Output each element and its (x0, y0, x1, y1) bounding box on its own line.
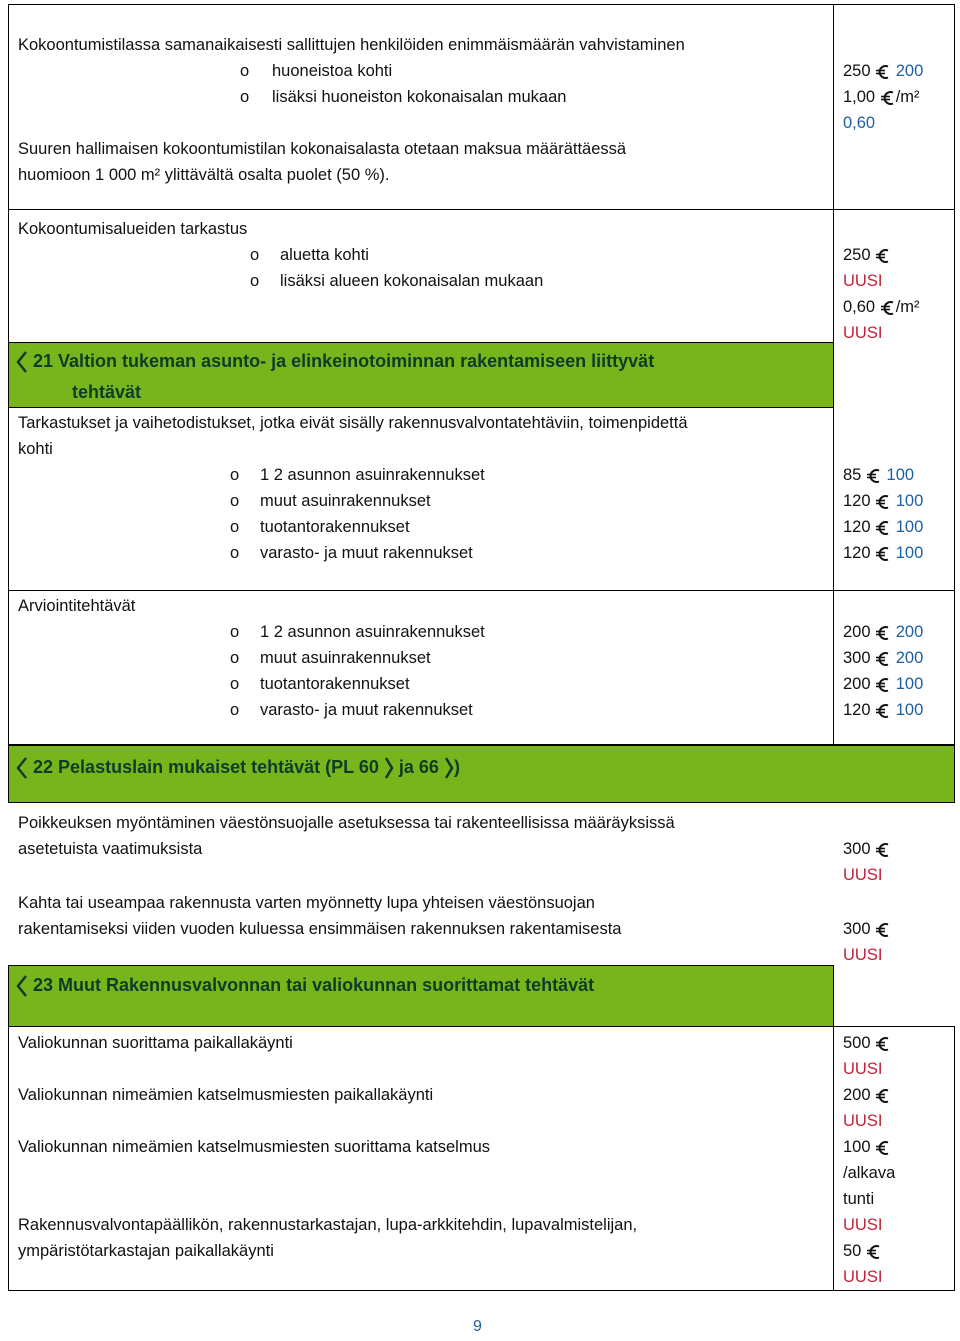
s6-r3-tag: UUSI (843, 1216, 883, 1234)
s6-r3-unit-1: /alkava (843, 1164, 896, 1182)
s5-r2-tag: UUSI (843, 946, 883, 964)
s4-title: Arviointitehtävät (18, 597, 136, 615)
heading-21-text: 21 Valtion tukeman asunto- ja elinkeinotoiminnan rakentamiseen liittyvät (33, 351, 655, 371)
row-price (843, 540, 923, 566)
arrow-marker-icon (16, 977, 28, 995)
euro-icon (875, 1035, 891, 1053)
price-old: 120 (843, 492, 871, 510)
price-old: 120 (843, 544, 871, 562)
s6-r4-line-1: Rakennusvalvontapäällikön, rakennustarkastajan, lupa-arkkitehdin, lupavalmistelijan, (18, 1216, 638, 1234)
heading-23-text: 23 Muut Rakennusvalvonnan tai valiokunnan suorittamat tehtävät (33, 975, 595, 995)
euro-icon (880, 89, 896, 107)
price-new: 100 (895, 544, 924, 562)
s6-r3: Valiokunnan nimeämien katselmusmiesten suorittama katselmus (18, 1138, 490, 1156)
s5-r1-line-1: Poikkeuksen myöntäminen väestönsuojalle asetuksessa tai rakenteellisissa määräyksissä (18, 814, 675, 832)
s6-r2-price (843, 1082, 891, 1108)
price-new: 100 (886, 466, 915, 484)
row-price (843, 645, 923, 671)
price-value: 300 (843, 840, 871, 858)
row-price (843, 697, 923, 723)
heading-22-text-b: ja 66 (398, 757, 439, 777)
bullet: o (230, 675, 240, 693)
s2-item-1: aluetta kohti (280, 246, 369, 264)
s1-item-1: huoneistoa kohti (272, 62, 393, 80)
s5-r1-tag: UUSI (843, 866, 883, 884)
heading-21-line-2: tehtävät (72, 382, 142, 402)
price-value: 250 (843, 246, 871, 264)
price-old: 120 (843, 701, 871, 719)
s1-price-3: 0,60 (843, 114, 876, 132)
price-unit: /m² (895, 88, 920, 106)
price-new: 100 (895, 518, 924, 536)
price-value: 50 (843, 1242, 862, 1260)
euro-icon (875, 247, 891, 265)
price-value: 200 (843, 1086, 871, 1104)
euro-icon (875, 493, 891, 511)
bullet: o (230, 649, 240, 667)
s2-bullet-2: o (250, 272, 260, 290)
price-old: 200 (843, 623, 871, 641)
s6-r2-tag: UUSI (843, 1112, 883, 1130)
arrow-marker-icon (16, 759, 28, 777)
price-old: 85 (843, 466, 862, 484)
price-old: 300 (843, 649, 871, 667)
s1-item-2: lisäksi huoneiston kokonaisalan mukaan (272, 88, 567, 106)
s1-bullet-1: o (240, 62, 250, 80)
s5-r2-price (843, 916, 891, 942)
s6-r1-price (843, 1030, 891, 1056)
price-value: 0,60 (843, 298, 876, 316)
s2-item-2: lisäksi alueen kokonaisalan mukaan (280, 272, 544, 290)
s6-r4-line-2: ympäristötarkastajan paikallakäynti (18, 1242, 274, 1260)
s3-title-2: kohti (18, 440, 53, 458)
price-new: 100 (895, 675, 924, 693)
s5-r1-price (843, 836, 891, 862)
euro-icon (875, 1139, 891, 1157)
euro-icon (880, 299, 896, 317)
row-label: varasto- ja muut rakennukset (260, 544, 473, 562)
euro-icon (875, 624, 891, 642)
euro-icon (875, 650, 891, 668)
heading-22-text-a: 22 Pelastuslain mukaiset tehtävät (PL 60 (33, 757, 379, 777)
row-price (843, 671, 923, 697)
row-label: muut asuinrakennukset (260, 649, 431, 667)
price-old: 120 (843, 518, 871, 536)
row-label: 1 2 asunnon asuinrakennukset (260, 466, 485, 484)
row-price (843, 462, 914, 488)
s1-price-2 (843, 84, 920, 110)
price-value: 100 (843, 1138, 871, 1156)
euro-icon (875, 63, 891, 81)
s1-price-1 (843, 58, 923, 84)
row-label: tuotantorakennukset (260, 518, 410, 536)
euro-icon (875, 676, 891, 694)
euro-icon (866, 1243, 882, 1261)
price-unit: /m² (895, 298, 920, 316)
price-value: 500 (843, 1034, 871, 1052)
heading-21-line-1 (16, 346, 654, 376)
s6-r1: Valiokunnan suorittama paikallakäynti (18, 1034, 293, 1052)
row-label: 1 2 asunnon asuinrakennukset (260, 623, 485, 641)
s5-r2-line-1: Kahta tai useampaa rakennusta varten myönnetty lupa yhteisen väestönsuojan (18, 894, 595, 912)
bullet: o (230, 518, 240, 536)
s5-r2-line-2: rakentamiseksi viiden vuoden kuluessa ensimmäisen rakennuksen rakentamisesta (18, 920, 622, 938)
bullet: o (230, 492, 240, 510)
price-old: 200 (843, 675, 871, 693)
s6-r2: Valiokunnan nimeämien katselmusmiesten paikallakäynti (18, 1086, 434, 1104)
s2-title: Kokoontumisalueiden tarkastus (18, 220, 248, 238)
s6-r3-unit-2: tunti (843, 1190, 875, 1208)
price-new: 200 (895, 623, 924, 641)
bullet: o (230, 466, 240, 484)
row-label: tuotantorakennukset (260, 675, 410, 693)
s6-r3-price (843, 1134, 891, 1160)
page-number: 9 (473, 1318, 482, 1335)
s6-r1-tag: UUSI (843, 1060, 883, 1078)
price-old: 250 (843, 62, 871, 80)
row-price (843, 488, 923, 514)
euro-icon (875, 1087, 891, 1105)
bullet: o (230, 701, 240, 719)
price-new: 100 (895, 701, 924, 719)
s5-r1-line-2: asetetuista vaatimuksista (18, 840, 203, 858)
s1-title: Kokoontumistilassa samanaikaisesti sallittujen henkilöiden enimmäismäärän vahvistaminen (18, 36, 685, 54)
price-new: 200 (895, 62, 924, 80)
heading-22-text-c: ) (453, 757, 460, 777)
bullet: o (230, 544, 240, 562)
s2-price-2 (843, 294, 920, 320)
row-label: muut asuinrakennukset (260, 492, 431, 510)
s2-bullet-1: o (250, 246, 260, 264)
price-new: 200 (895, 649, 924, 667)
row-price (843, 514, 923, 540)
s2-tag-2: UUSI (843, 324, 883, 342)
row-price (843, 619, 923, 645)
euro-icon (866, 467, 882, 485)
euro-icon (875, 545, 891, 563)
price-value: 300 (843, 920, 871, 938)
bullet: o (230, 623, 240, 641)
s1-note-1: Suuren hallimaisen kokoontumistilan kokonaisalasta otetaan maksua määrättäessä (18, 140, 627, 158)
s2-price-1 (843, 242, 891, 268)
price-value: 1,00 (843, 88, 876, 106)
section-sign-icon (384, 759, 394, 777)
section-sign-icon (444, 759, 454, 777)
arrow-marker-icon (16, 353, 28, 371)
s6-r4-price (843, 1238, 882, 1264)
s6-r4-tag: UUSI (843, 1268, 883, 1286)
s2-tag-1: UUSI (843, 272, 883, 290)
heading-23-line (16, 970, 594, 1000)
s1-bullet-2: o (240, 88, 250, 106)
euro-icon (875, 921, 891, 939)
s1-note-2: huomioon 1 000 m² ylittävältä osalta puolet (50 %). (18, 166, 390, 184)
heading-22-line (16, 752, 460, 782)
euro-icon (875, 702, 891, 720)
s3-title-1: Tarkastukset ja vaihetodistukset, jotka eivät sisälly rakennusvalvontatehtäviin, toimenpidettä (18, 414, 688, 432)
row-label: varasto- ja muut rakennukset (260, 701, 473, 719)
euro-icon (875, 519, 891, 537)
euro-icon (875, 841, 891, 859)
price-new: 100 (895, 492, 924, 510)
